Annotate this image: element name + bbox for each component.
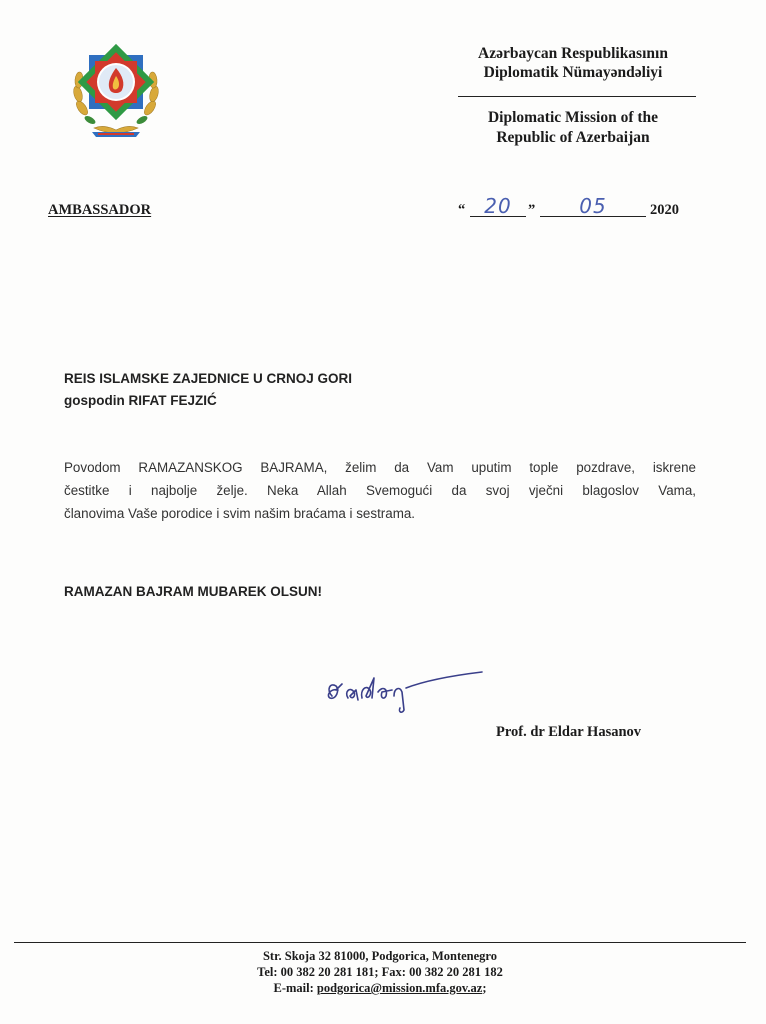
date-close-quote: ”: [528, 202, 536, 218]
date-day: 20: [470, 196, 526, 217]
footer-phone-fax: Tel: 00 382 20 281 181; Fax: 00 382 20 281 182: [257, 965, 503, 979]
letter-body: [64, 456, 696, 525]
footer-email-link[interactable]: podgorica@mission.mfa.gov.az: [316, 981, 483, 995]
date-month: 05: [540, 196, 646, 217]
org-en-line-2: Republic of Azerbaijan: [496, 129, 650, 146]
header-divider: [458, 96, 696, 97]
signer-name: Prof. dr Eldar Hasanov: [496, 724, 642, 740]
date-year: 2020: [650, 202, 679, 218]
closing-greeting: RAMAZAN BAJRAM MUBAREK OLSUN!: [64, 584, 322, 599]
organization-name-azerbaijani: [430, 44, 716, 82]
body-line-3: članovima Vaše porodice i svim našim braćama i sestrama.: [64, 506, 416, 521]
org-en-line-1: Diplomatic Mission of the: [487, 109, 659, 126]
handwritten-signature-icon: [322, 656, 492, 716]
addressee-block: [64, 368, 352, 412]
footer-email-line: [14, 980, 746, 996]
letter-date: [458, 196, 708, 220]
body-line-2: čestitke i najbolje želje. Neka Allah Svemogući da svoj vječni blagoslov Vama,: [64, 483, 696, 498]
footer-email-label: E-mail:: [273, 981, 317, 995]
body-line-1: Povodom RAMAZANSKOG BAJRAMA, želim da Vam uputim tople pozdrave, iskrene: [64, 460, 696, 475]
azerbaijan-state-emblem-icon: [68, 38, 164, 138]
footer-divider: [14, 942, 746, 943]
addressee-line-1: REIS ISLAMSKE ZAJEDNICE U CRNOJ GORI: [64, 371, 353, 386]
footer-contact: [14, 948, 746, 996]
addressee-line-2: gospodin RIFAT FEJZIĆ: [64, 393, 217, 408]
org-az-line-2: Diplomatik Nümayəndəliyi: [483, 64, 663, 81]
sender-role: AMBASSADOR: [48, 202, 152, 218]
footer-email-suffix: ;: [482, 981, 487, 995]
date-open-quote: “: [458, 202, 466, 218]
organization-name-english: [430, 108, 716, 148]
footer-address: Str. Skoja 32 81000, Podgorica, Montenegro: [262, 949, 498, 963]
org-az-line-1: Azərbaycan Respublikasının: [478, 45, 668, 62]
